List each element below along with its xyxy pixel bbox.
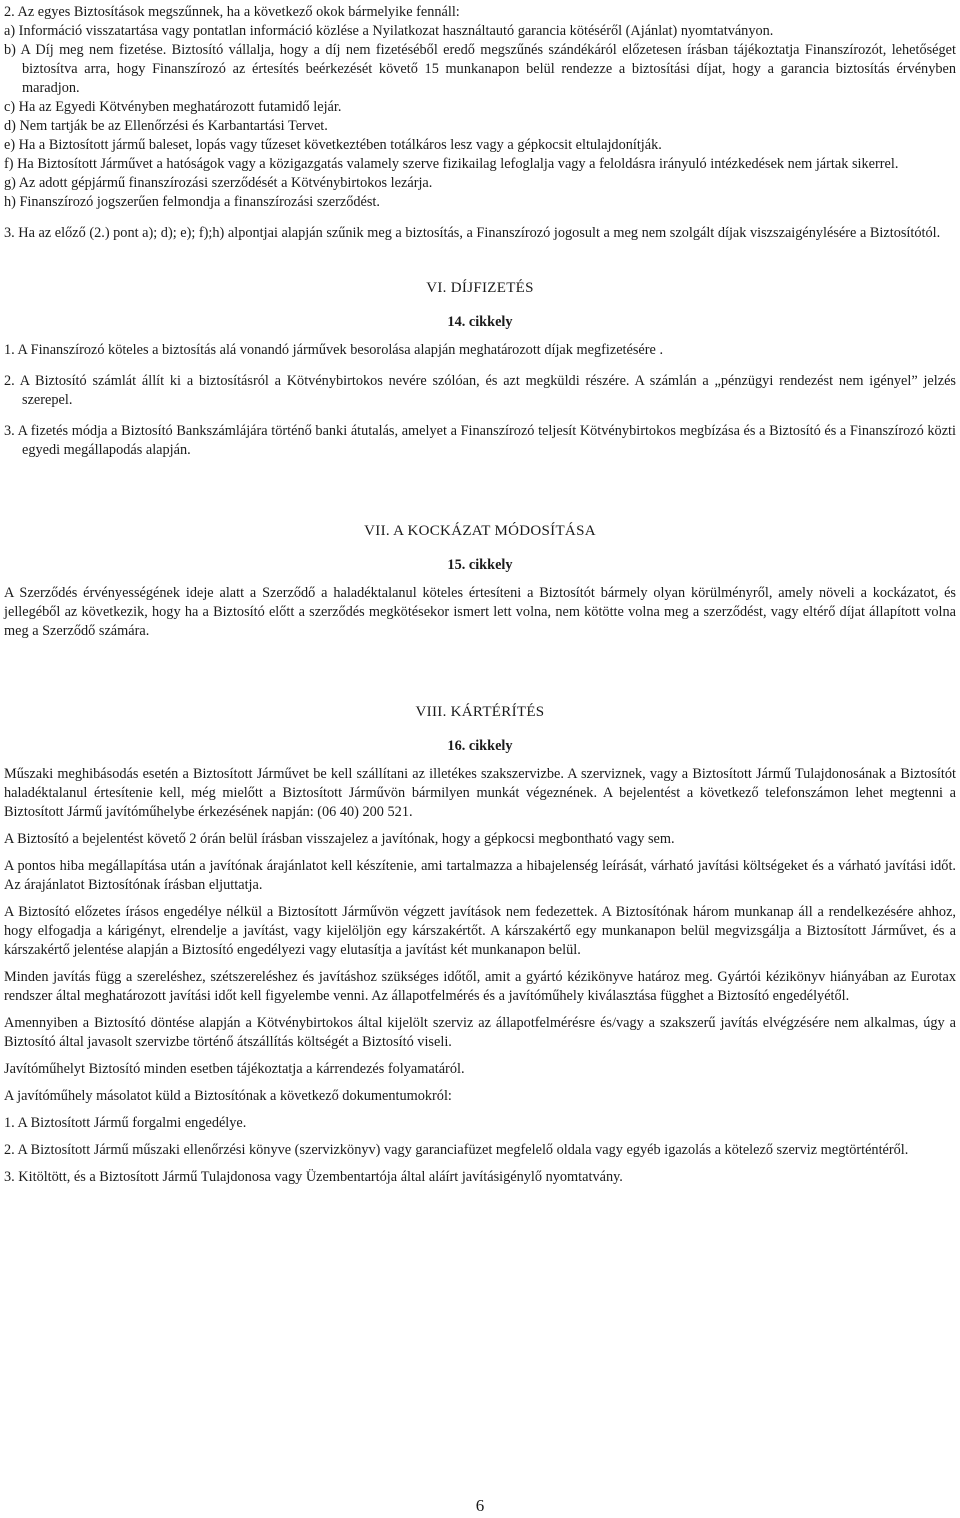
section-8-paragraph-4: A Biztosító előzetes írásos engedélye nélkül a Biztosított Járművön végzett javítások nem fedezettek. A Biztosítónak három munkanap áll a rendelkezésére ahhoz, hogy elfogadja a kárigényt, elrendelje a javítást, vagy kijelöljön egy kárszakértőt. A kárszakértő egy munkanapon belül megvizsgálja a Biztosított Járművet, és a kárszakértő jelentése alapján a Biztosító engedélyezi vagy elutasítja a javítást két munkanapon belül. [4, 904, 956, 958]
section-7-paragraph: A Szerződés érvényességének ideje alatt a Szerződő a haladéktalanul köteles értesíteni a Biztosítót bármely olyan körülményről, amely növeli a kockázatot, és jellegéből az következik, hogy ha a Biztosító előtt a szerződés megkötésekor ismert lett volna, nem kötötte volna meg a szerződést, vagy eltérő díjat állapított volna meg a Szerződő számára. [4, 585, 956, 639]
article-14-heading: 14. cikkely [447, 314, 513, 330]
document-list-item-1: 1. A Biztosított Jármű forgalmi engedélye. [4, 1115, 247, 1131]
section-8-paragraph-5: Minden javítás függ a szereléshez, szétszereléshez és javításhoz szükséges időtől, amit a gyártó kézikönyve határoz meg. Gyártói kézikönyv hiányában az Eurotax rendszer által meghatározott javítási időt kell figyelembe venni. Az állapotfelmérés és a javítóműhely kiválasztása függhet a Biztosító engedélyétől. [4, 969, 956, 1004]
section-7-title: VII. A KOCKÁZAT MÓDOSÍTÁSA [364, 523, 596, 539]
document-list-item-3: 3. Kitöltött, és a Biztosított Jármű Tulajdonosa vagy Üzembentartója által aláírt javításigénylő nyomtatvány. [4, 1169, 623, 1185]
item-2c: c) Ha az Egyedi Kötvényben meghatározott futamidő lejár. [4, 99, 342, 115]
item-2d: d) Nem tartják be az Ellenőrzési és Karbantartási Tervet. [4, 118, 328, 134]
item-2f: f) Ha Biztosított Járművet a hatóságok vagy a közigazgatás valamely szerve fizikailag lefoglalja vagy a feloldásra irányuló intézkedések nem jártak sikerrel. [4, 156, 899, 172]
section-8-paragraph-7: Javítóműhelyt Biztosító minden esetben tájékoztatja a kárrendezés folyamatáról. [4, 1061, 465, 1077]
item-2a: a) Információ visszatartása vagy pontatlan információ közlése a Nyilatkozat használtautó garancia kötéséről (Ajánlat) nyomtatványon. [4, 23, 774, 39]
section-6-item-1: 1. A Finanszírozó köteles a biztosítás alá vonandó járművek besorolása alapján meghatározott díjak megfizetésére . [4, 342, 664, 358]
item-3: 3. Ha az előző (2.) pont a); d); e); f);h) alpontjai alapján szűnik meg a biztosítás, a Finanszírozó jogosult a meg nem szolgált díjak viszszaigénylésére a Biztosítótól. [4, 225, 941, 241]
section-8-paragraph-1: Műszaki meghibásodás esetén a Biztosított Járművet be kell szállítani az illetékes szakszervizbe. A szerviznek, vagy a Biztosított Jármű Tulajdonosának a Biztosítót haladéktalanul értesítenie kell, még mielőtt a Biztosított Járművön bármilyen munkát végeznének. A bejelentést a következő telefonszámon lehet megtenni a Biztosított Jármű javítóműhelybe érkezésének napján: (06 40) 200 521. [4, 766, 956, 820]
page-number: 6 [475, 1496, 485, 1515]
section-6-item-3: 3. A fizetés módja a Biztosító Bankszámlájára történő banki átutalás, amelyet a Finanszírozó teljesít Kötvénybirtokos megbízása és a Biztosító és a Finanszírozó közti egyedi megállapodás alapján. [4, 423, 956, 458]
item-2h: h) Finanszírozó jogszerűen felmondja a finanszírozási szerződést. [4, 194, 380, 210]
section-8-title: VIII. KÁRTÉRÍTÉS [415, 704, 545, 720]
item-2e: e) Ha a Biztosított jármű baleset, lopás vagy tűzeset következtében totálkáros lesz vagy a gépkocsit eltulajdonítják. [4, 137, 662, 153]
article-16-heading: 16. cikkely [447, 738, 513, 754]
item-2g: g) Az adott gépjármű finanszírozási szerződését a Kötvénybirtokos lezárja. [4, 175, 433, 191]
section-8-paragraph-6: Amennyiben a Biztosító döntése alapján a Kötvénybirtokos által kijelölt szerviz az állapotfelmérésre és/vagy a szakszerű javítás elvégzésére nem alkalmas, úgy a Biztosító által javasolt szervizbe történő átszállítás költségét a Biztosító viseli. [4, 1015, 956, 1050]
section-6-title: VI. DÍJFIZETÉS [426, 280, 534, 296]
section-6-item-2: 2. A Biztosító számlát állít ki a biztosításról a Kötvénybirtokos nevére szólóan, és azt megküldi részére. A számlán a „pénzügyi rendezést nem igényel” jelzés szerepel. [4, 373, 956, 408]
item-2b: b) A Díj meg nem fizetése. Biztosító vállalja, hogy a díj nem fizetéséből eredő megszűnés szándékáról előzetesen írásban tájékoztatja Finanszírozót, lehetőséget biztosítva arra, hogy Finanszírozó az értesítés beérkezését követő 15 munkanapon belül rendezze a biztosítási díjat, hogy a garancia biztosítás érvényben maradjon. [4, 42, 956, 96]
item-2-intro: 2. Az egyes Biztosítások megszűnnek, ha a következő okok bármelyike fennáll: [4, 4, 460, 20]
section-8-paragraph-8: A javítóműhely másolatot küld a Biztosítónak a következő dokumentumokról: [4, 1088, 452, 1104]
document-list-item-2: 2. A Biztosított Jármű műszaki ellenőrzési könyve (szervizkönyv) vagy garanciafüzet megfelelő oldala vagy egyéb igazolás a kötelező szerviz megtörténtéről. [4, 1142, 909, 1158]
section-8-paragraph-2: A Biztosító a bejelentést követő 2 órán belül írásban visszajelez a javítónak, hogy a gépkocsi megbontható vagy sem. [4, 831, 675, 847]
article-15-heading: 15. cikkely [447, 557, 513, 573]
section-8-paragraph-3: A pontos hiba megállapítása után a javítónak árajánlatot kell készítenie, ami tartalmazza a hibajelenség leírását, várható javítási költségeket és a várható javítási időt. Az árajánlatot Biztosítónak írásban eljuttatja. [4, 858, 956, 893]
